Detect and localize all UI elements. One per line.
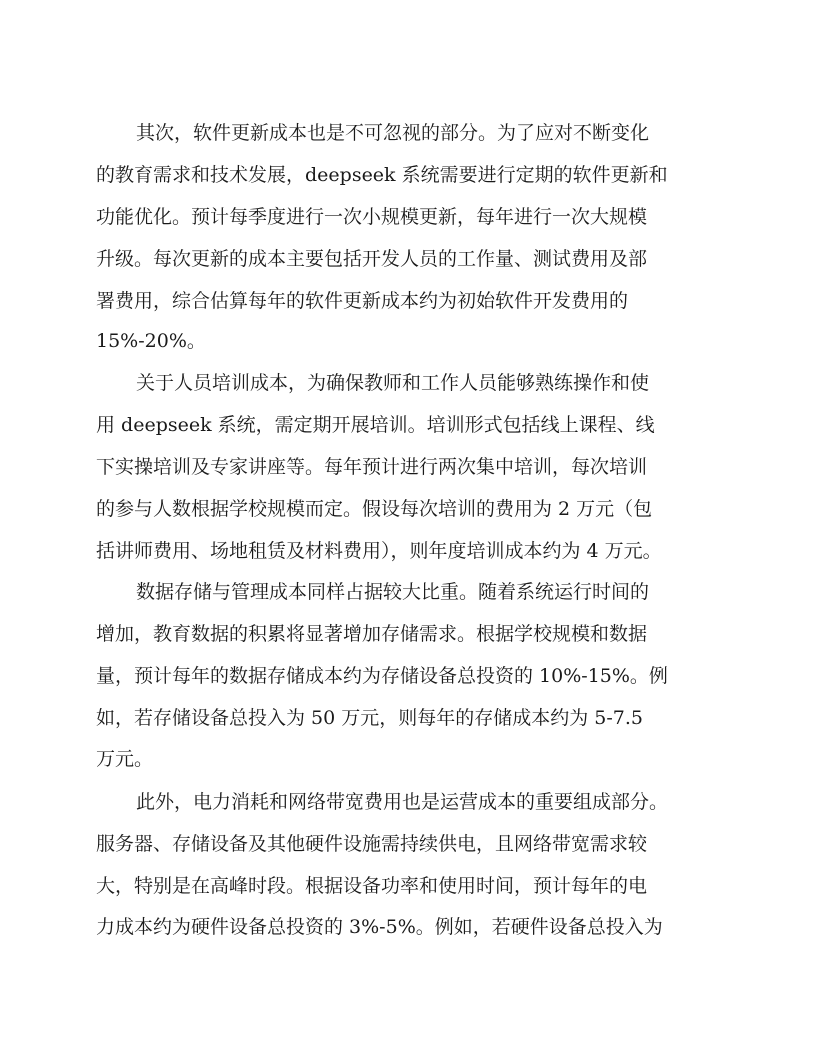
text-line: 15%-20%。 — [96, 330, 206, 352]
text-line: 其次，软件更新成本也是不可忽视的部分。为了应对不断变化 — [136, 122, 650, 144]
text-line: 署费用，综合估算每年的软件更新成本约为初始软件开发费用的 — [96, 290, 629, 312]
text-line: 下实操培训及专家讲座等。每年预计进行两次集中培训，每次培训 — [96, 456, 648, 478]
text-line: 如，若存储设备总投入为 50 万元，则每年的存储成本约为 5-7.5 — [96, 707, 644, 729]
text-line: 数据存储与管理成本同样占据较大比重。随着系统运行时间的 — [136, 581, 650, 603]
text-line: 量，预计每年的数据存储成本约为存储设备总投资的 10%-15%。例 — [96, 665, 668, 687]
text-line: 大，特别是在高峰时段。根据设备功率和使用时间，预计每年的电 — [96, 875, 648, 897]
text-line: 力成本约为硬件设备总投资的 3%-5%。例如，若硬件设备总投入为 — [96, 916, 663, 938]
text-line: 万元。 — [96, 748, 154, 770]
text-line: 功能优化。预计每季度进行一次小规模更新，每年进行一次大规模 — [96, 206, 648, 228]
text-line: 关于人员培训成本，为确保教师和工作人员能够熟练操作和使 — [136, 372, 650, 394]
text-line: 用 deepseek 系统，需定期开展培训。培训形式包括线上课程、线 — [96, 414, 655, 436]
text-line: 的参与人数根据学校规模而定。假设每次培训的费用为 2 万元（包 — [96, 498, 653, 520]
text-line: 服务器、存储设备及其他硬件设施需持续供电，且网络带宽需求较 — [96, 833, 648, 855]
text-line: 此外，电力消耗和网络带宽费用也是运营成本的重要组成部分。 — [136, 791, 669, 813]
text-line: 括讲师费用、场地租赁及材料费用），则年度培训成本约为 4 万元。 — [96, 540, 662, 562]
text-line: 增加，教育数据的积累将显著增加存储需求。根据学校规模和数据 — [96, 623, 648, 645]
text-line: 的教育需求和技术发展，deepseek 系统需要进行定期的软件更新和 — [96, 164, 668, 186]
text-line: 升级。每次更新的成本主要包括开发人员的工作量、测试费用及部 — [96, 248, 648, 270]
